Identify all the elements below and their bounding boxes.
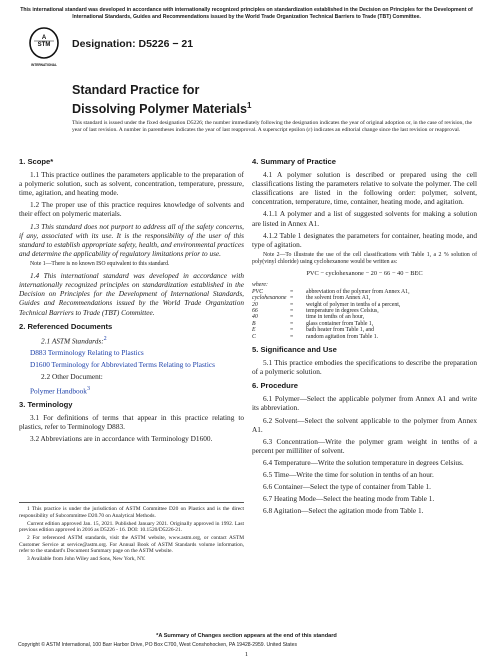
where-description: random agitation from Table 1.: [306, 333, 379, 340]
where-list: [252, 282, 477, 340]
footnote-3-ref[interactable]: 3: [86, 385, 90, 392]
ref-d1600-link[interactable]: D1600 Terminology for Abbreviated Terms Relating to Plastics: [30, 360, 215, 370]
where-equals: =: [290, 314, 294, 321]
svg-text:A: A: [41, 35, 47, 41]
section-4-1-2: 4.1.2 Table 1 designates the parameters for container, heating mode, and type of agitation.: [252, 230, 477, 249]
where-description: temperature in degrees Celsius,: [306, 307, 379, 314]
where-symbol: B: [252, 320, 256, 327]
copyright-line: Copyright © ASTM International, 100 Barr Harbor Drive, PO Box C700, West Conshohocken, PA 19428-2959. United States: [18, 642, 298, 648]
section-1-4: 1.4 This international standard was developed in accordance with internationally recognized principles on standardization established in the Decision on Principles for the Development of International Standards, Guides and Recommendations issued by the World Trade Organization Technical Barriers to Trade (TBT) Committee.: [19, 271, 244, 317]
note-1: Note 1—There is no known ISO equivalent to this standard.: [30, 260, 170, 267]
section-3-2: 3.2 Abbreviations are in accordance with Terminology D1600.: [30, 434, 213, 444]
section-3-1: 3.1 For definitions of terms that appear in this practice relating to plastics, refer to Terminology D883.: [19, 413, 244, 432]
where-equals: =: [290, 320, 294, 327]
footnotes: [19, 502, 244, 564]
section-6-6: 6.6 Container—Select the type of container from Table 1.: [263, 482, 431, 492]
section-1-3: 1.3 This standard does not purport to address all of the safety concerns, if any, associated with its use. It is the responsibility of the user of this standard to establish appropriate safety, health, and environmental practices and determine the applicability of regulatory limitations prior to use.: [19, 221, 244, 258]
svg-text:STM: STM: [37, 42, 51, 48]
where-symbol: PVC: [252, 288, 263, 295]
title-line-1: Standard Practice for: [72, 83, 200, 97]
note-2: Note 2—To illustrate the use of the cell classifications with Table 1, a 2 % solution of poly(vinyl chloride) using cyclohexanone would be written as:: [252, 251, 477, 266]
procedure-heading: 6. Procedure: [252, 381, 299, 391]
where-description: weight of polymer in tenths of a percent,: [306, 301, 401, 308]
section-4-1-1: 4.1.1 A polymer and a list of suggested solvents for making a solution are listed in Annex A1.: [252, 209, 477, 228]
astm-logo: [28, 26, 60, 74]
tbt-notice: This international standard was developed in accordance with internationally recognized principles on standardization established in the Decision on Principles for the Development of International Standards, Guides and Recommendations issued by the World Trade Organization Technical Barriers to Trade (TBT) Committee.: [20, 7, 473, 20]
where-description: glass container from Table 1,: [306, 320, 374, 327]
polymer-handbook-text[interactable]: Polymer Handbook: [30, 385, 87, 395]
document-title: [72, 83, 402, 117]
scope-heading: 1. Scope*: [19, 157, 54, 166]
terminology-heading: 3. Terminology: [19, 400, 73, 410]
section-6-1: 6.1 Polymer—Select the applicable polymer from Annex A1 and write its abbreviation.: [252, 394, 477, 413]
where-description: abbreviation of the polymer from Annex A1,: [306, 288, 410, 295]
section-1-2: 1.2 The proper use of this practice requires knowledge of solvents and their effect on polymeric materials.: [19, 200, 244, 219]
other-document-label: 2.2 Other Document:: [41, 372, 103, 382]
section-6-7: 6.7 Heating Mode—Select the heating mode from Table 1.: [263, 494, 435, 504]
where-symbol: cyclohexanone: [252, 295, 287, 302]
footnote-1: 1 This practice is under the jurisdiction of ASTM Committee D20 on Plastics and is the direct responsibility of Subcommittee D20.70 on Analytical Methods.: [19, 506, 244, 519]
issued-statement: This standard is issued under the fixed designation D5226; the number immediately following the designation indicates the year of original adoption or, in the case of revision, the year of last revision. A number in parentheses indicates the year of last reapproval. A superscript epsilon (ε) indicates an editorial change since the last revision or reapproval.: [72, 120, 472, 133]
astm-standards-label: 2.1 ASTM Standards:$^2$: [41, 335, 107, 346]
section-6-3: 6.3 Concentration—Write the polymer gram weight in tenths of a percent per milliliter of solvent.: [252, 436, 477, 455]
summary-of-changes-note: *A Summary of Changes section appears at the end of this standard: [156, 633, 337, 639]
footnote-3: 3 Available from John Wiley and Sons, New York, NY.: [27, 556, 146, 562]
title-line-2: Dissolving Polymer Materials$^1$: [72, 101, 252, 117]
where-label: where:: [252, 282, 268, 289]
where-equals: =: [290, 288, 294, 295]
footnote-1-edition: Current edition approved Jan. 15, 2021. Published January 2021. Originally approved in 1992. Last previous edition approved in 2016 as D5226 - 16. DOI: 10.1520/D5226-21.: [19, 520, 244, 533]
where-equals: =: [290, 333, 294, 340]
svg-text:INTERNATIONAL: INTERNATIONAL: [31, 63, 57, 67]
section-6-2: 6.2 Solvent—Select the solvent applicable to the polymer from Annex A1.: [252, 415, 477, 434]
section-6-4: 6.4 Temperature—Write the solution temperature in degrees Celsius.: [263, 457, 464, 467]
footnote-2: 2 For referenced ASTM standards, visit the ASTM website, www.astm.org, or contact ASTM Customer Service at service@astm.org. For Annual Book of ASTM Standards volume information, refer to the standard's Document Summary page on the ASTM website.: [19, 535, 244, 554]
title-footnote-ref[interactable]: 1: [246, 101, 252, 110]
section-5-1: 5.1 This practice embodies the specifications to describe the preparation of a polymeric solution.: [252, 358, 477, 377]
significance-heading: 5. Significance and Use: [252, 345, 337, 354]
where-description: time in tenths of an hour,: [306, 314, 365, 321]
left-column: [19, 157, 244, 446]
where-description: bath heater from Table 1, and: [306, 327, 375, 334]
where-symbol: 20: [252, 301, 258, 308]
where-equals: =: [290, 301, 294, 308]
where-row: [252, 334, 477, 340]
where-equals: =: [290, 327, 294, 334]
summary-heading: 4. Summary of Practice: [252, 157, 336, 166]
where-symbol: 40: [252, 314, 258, 321]
polymer-handbook-link[interactable]: [19, 385, 244, 396]
where-symbol: C: [252, 333, 256, 340]
section-6-8: 6.8 Agitation—Select the agitation mode from Table 1.: [263, 506, 424, 516]
ref-d883-link[interactable]: D883 Terminology Relating to Plastics: [30, 348, 144, 358]
where-symbol: E: [252, 327, 256, 334]
section-6-5: 6.5 Time—Write the time for solution in tenths of an hour.: [263, 470, 434, 480]
section-1-1: 1.1 This practice outlines the parameters applicable to the preparation of a polymeric solution, such as solvent, concentration, temperature, pressure, time, agitation, and heating mode.: [19, 170, 244, 198]
footnote-2-ref[interactable]: 2: [103, 335, 107, 342]
page-number: 1: [244, 651, 249, 658]
section-4-1: 4.1 A polymer solution is described or prepared using the cell classifications listing the parameters relative to solvate the polymer. The cell classifications are listed in the following order: polymer, solvent, concentration, temperature, time, container, heating mode, and agitation.: [252, 170, 477, 207]
designation: Designation: D5226 − 21: [72, 38, 194, 50]
where-description: the solvent from Annex A1,: [306, 295, 371, 302]
where-equals: =: [290, 295, 294, 302]
where-equals: =: [290, 307, 294, 314]
cell-classification-formula: PVC − cyclohexanone − 20 − 66 − 40 − BEC: [306, 270, 423, 278]
where-symbol: 66: [252, 307, 258, 314]
right-column: [252, 157, 477, 518]
referenced-documents-heading: 2. Referenced Documents: [19, 321, 113, 331]
